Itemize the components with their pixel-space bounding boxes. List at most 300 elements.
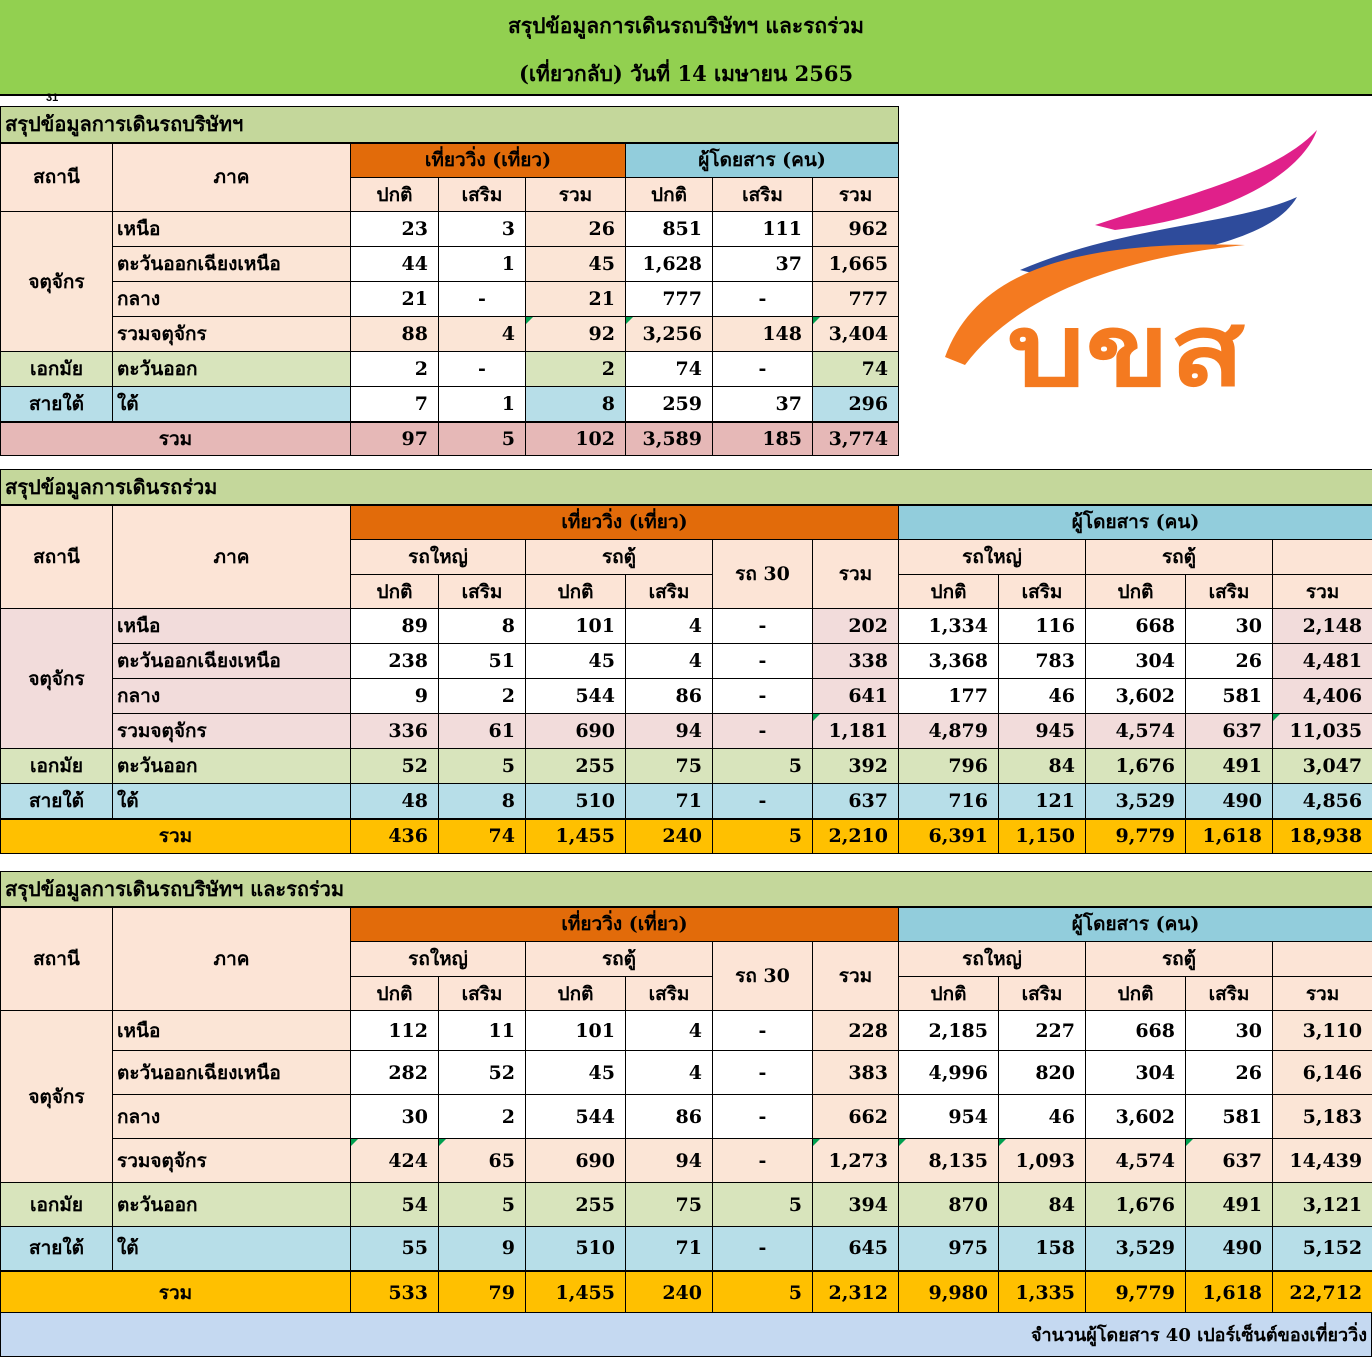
cell: 88 [351, 317, 439, 352]
cell: 5 [713, 1183, 813, 1227]
cell: 3,047 [1273, 749, 1372, 784]
cell: 690 [526, 714, 626, 749]
cell: 2,210 [813, 819, 899, 854]
table2-h: เสริม [626, 575, 713, 609]
station-cell: เอกมัย [1, 1183, 113, 1227]
table2-h: ปกติ [526, 575, 626, 609]
cell: 148 [713, 317, 813, 352]
cell: 2,312 [813, 1271, 899, 1315]
table1-title: สรุปข้อมูลการเดินรถบริษัทฯ [1, 107, 899, 143]
cell: 86 [626, 679, 713, 714]
table1-trips-header: เที่ยววิ่ง (เที่ยว) [351, 143, 626, 178]
table1-h-pax-total: รวม [813, 178, 899, 212]
cell: - [713, 282, 813, 317]
cell: 4 [626, 1011, 713, 1051]
table2-h-pax-blank [1273, 540, 1372, 575]
table3-h: รวม [1273, 977, 1372, 1011]
cell: 94 [626, 1139, 713, 1183]
cell: 121 [999, 784, 1086, 819]
cell: 45 [526, 644, 626, 679]
cell: 4,879 [899, 714, 999, 749]
cell: 490 [1186, 1227, 1273, 1271]
table1-h-trip-normal: ปกติ [351, 178, 439, 212]
cell: 491 [1186, 749, 1273, 784]
cell: 783 [999, 644, 1086, 679]
cell: 202 [813, 609, 899, 644]
cell: 3,602 [1086, 679, 1186, 714]
cell: 1,181 [813, 714, 899, 749]
cell: 75 [626, 1183, 713, 1227]
table-row [1, 317, 899, 352]
cell: 690 [526, 1139, 626, 1183]
table-row [1, 1183, 1372, 1227]
cell: 641 [813, 679, 899, 714]
cell: 637 [1186, 1139, 1273, 1183]
cell: 3,121 [1273, 1183, 1372, 1227]
table-row [1, 714, 1372, 749]
table3-title: สรุปข้อมูลการเดินรถบริษัทฯ และรถร่วม [1, 872, 1372, 907]
cell: 71 [626, 784, 713, 819]
cell: 544 [526, 1095, 626, 1139]
cell: 1,618 [1186, 819, 1273, 854]
table3-h-trip-van: รถตู้ [526, 942, 713, 977]
cell: 84 [999, 749, 1086, 784]
cell: - [439, 282, 526, 317]
cell: 1,618 [1186, 1271, 1273, 1315]
cell: 2 [439, 679, 526, 714]
cell: 1,665 [813, 247, 899, 282]
cell: 84 [999, 1183, 1086, 1227]
table3-total-label: รวม [1, 1271, 351, 1315]
table1-region: ใต้ [113, 387, 351, 422]
table-row [1, 282, 899, 317]
cell: 1,335 [999, 1271, 1086, 1315]
cell: 1 [439, 387, 526, 422]
table2-h: ปกติ [899, 575, 999, 609]
table1-h-pax-extra: เสริม [713, 178, 813, 212]
cell: 1,093 [999, 1139, 1086, 1183]
station-cell: สายใต้ [1, 784, 113, 819]
table1-region: เหนือ [113, 212, 351, 247]
table3-region-header: ภาค [113, 907, 351, 1011]
table-row [1, 609, 1372, 644]
table-row [1, 387, 899, 422]
table-row [1, 352, 899, 387]
table1-station-chatuchak: จตุจักร [1, 212, 113, 352]
table2-region-header: ภาค [113, 505, 351, 609]
combined-operations-table [0, 871, 1372, 1315]
cell: 9,980 [899, 1271, 999, 1315]
table3-h-pax-bigbus: รถใหญ่ [899, 942, 1086, 977]
logo-pink-swoosh [1095, 130, 1317, 230]
cell: 23 [351, 212, 439, 247]
cell: 581 [1186, 679, 1273, 714]
cell: 228 [813, 1011, 899, 1051]
table1-station-header: สถานี [1, 143, 113, 212]
table1-total-label: รวม [1, 422, 351, 456]
table-row [1, 679, 1372, 714]
cell: - [713, 644, 813, 679]
cell: 30 [1186, 609, 1273, 644]
cell: 37 [713, 247, 813, 282]
table2-h-trip-bigbus: รถใหญ่ [351, 540, 526, 575]
table2-h-trip-total: รวม [813, 540, 899, 609]
table2-h: ปกติ [351, 575, 439, 609]
cell: 2,185 [899, 1011, 999, 1051]
cell: 74 [813, 352, 899, 387]
cell: 14,439 [1273, 1139, 1372, 1183]
table3-passengers-header: ผู้โดยสาร (คน) [899, 907, 1372, 942]
cell: 5 [713, 819, 813, 854]
cell: 1,150 [999, 819, 1086, 854]
cell: 8,135 [899, 1139, 999, 1183]
cell: 52 [351, 749, 439, 784]
cell: 3,368 [899, 644, 999, 679]
station-cell: เอกมัย [1, 749, 113, 784]
cell: 4,406 [1273, 679, 1372, 714]
table3-h: เสริม [999, 977, 1086, 1011]
table2-h-trip-van: รถตู้ [526, 540, 713, 575]
cell: - [713, 352, 813, 387]
report-title: สรุปข้อมูลการเดินรถบริษัทฯ และรถร่วม [0, 10, 1372, 43]
cell: 9 [439, 1227, 526, 1271]
stray-number: 31 [46, 92, 58, 104]
cell: 3,774 [813, 422, 899, 456]
table-row [1, 247, 899, 282]
cell: 11,035 [1273, 714, 1372, 749]
cell: 18,938 [1273, 819, 1372, 854]
cell: 4,481 [1273, 644, 1372, 679]
cell: 255 [526, 749, 626, 784]
cell: 392 [813, 749, 899, 784]
cell: 92 [526, 317, 626, 352]
table1-h-trip-extra: เสริม [439, 178, 526, 212]
cell: - [713, 784, 813, 819]
cell: 304 [1086, 1051, 1186, 1095]
table-row [1, 749, 1372, 784]
station-cell: สายใต้ [1, 1227, 113, 1271]
table2-passengers-header: ผู้โดยสาร (คน) [899, 505, 1372, 540]
cell: - [713, 1139, 813, 1183]
cell: - [713, 714, 813, 749]
table2-total-label: รวม [1, 819, 351, 854]
cell: 954 [899, 1095, 999, 1139]
cell: 1,455 [526, 1271, 626, 1315]
cell: 544 [526, 679, 626, 714]
cell: 668 [1086, 609, 1186, 644]
cell: 8 [439, 784, 526, 819]
table3-h-pax-blank [1273, 942, 1372, 977]
cell: 227 [999, 1011, 1086, 1051]
cell: 4 [439, 317, 526, 352]
table-row [1, 1227, 1372, 1271]
cell: 5 [439, 1183, 526, 1227]
cell: 101 [526, 1011, 626, 1051]
cell: - [713, 679, 813, 714]
cell: - [713, 609, 813, 644]
cell: 94 [626, 714, 713, 749]
table-row [1, 212, 899, 247]
table-row [1, 1095, 1372, 1139]
cell: 304 [1086, 644, 1186, 679]
cell: 490 [1186, 784, 1273, 819]
cell: 777 [813, 282, 899, 317]
cell: 1,334 [899, 609, 999, 644]
station-cell: จตุจักร [1, 609, 113, 749]
cell: 5 [713, 749, 813, 784]
table2-body [1, 609, 1372, 854]
table2-h: เสริม [999, 575, 1086, 609]
cell: 46 [999, 679, 1086, 714]
cell: 9,779 [1086, 1271, 1186, 1315]
cell: 111 [713, 212, 813, 247]
cell: 1,628 [626, 247, 713, 282]
cell: 796 [899, 749, 999, 784]
region-cell: ตะวันออก [113, 1183, 351, 1227]
cell: 716 [899, 784, 999, 819]
table2-h: รวม [1273, 575, 1372, 609]
table2-h: เสริม [439, 575, 526, 609]
cell: 436 [351, 819, 439, 854]
cell: 1,676 [1086, 1183, 1186, 1227]
cell: 510 [526, 784, 626, 819]
cell: 101 [526, 609, 626, 644]
cell: 5,152 [1273, 1227, 1372, 1271]
table2-total-row [1, 819, 1372, 854]
cell: 45 [526, 247, 626, 282]
table3-total-row [1, 1271, 1372, 1315]
table2-trips-header: เที่ยววิ่ง (เที่ยว) [351, 505, 899, 540]
cell: 2 [439, 1095, 526, 1139]
cell: 51 [439, 644, 526, 679]
table-row [1, 1051, 1372, 1095]
cell: 61 [439, 714, 526, 749]
table3-h-trip-car30: รถ 30 [713, 942, 813, 1011]
cell: 4 [626, 644, 713, 679]
cell: 3,529 [1086, 784, 1186, 819]
table2-h-pax-bigbus: รถใหญ่ [899, 540, 1086, 575]
cell: 8 [439, 609, 526, 644]
cell: 259 [626, 387, 713, 422]
cell: - [439, 352, 526, 387]
cell: 79 [439, 1271, 526, 1315]
cell: 44 [351, 247, 439, 282]
cell: 52 [439, 1051, 526, 1095]
cell: 3,404 [813, 317, 899, 352]
cell: 3,110 [1273, 1011, 1372, 1051]
cell: 2 [526, 352, 626, 387]
table1-region-header: ภาค [113, 143, 351, 212]
cell: 158 [999, 1227, 1086, 1271]
cell: 74 [626, 352, 713, 387]
cell: 4,996 [899, 1051, 999, 1095]
station-cell: จตุจักร [1, 1011, 113, 1183]
cell: 86 [626, 1095, 713, 1139]
table3-h: ปกติ [1086, 977, 1186, 1011]
cell: 870 [899, 1183, 999, 1227]
cell: 97 [351, 422, 439, 456]
cell: 21 [526, 282, 626, 317]
cell: 637 [1186, 714, 1273, 749]
cell: 1,676 [1086, 749, 1186, 784]
cell: 668 [1086, 1011, 1186, 1051]
cell: 7 [351, 387, 439, 422]
region-cell: ตะวันออกเฉียงเหนือ [113, 1051, 351, 1095]
cell: 30 [351, 1095, 439, 1139]
bks-logo [945, 125, 1325, 395]
region-cell: เหนือ [113, 1011, 351, 1051]
table3-h-trip-bigbus: รถใหญ่ [351, 942, 526, 977]
cell: 4 [626, 1051, 713, 1095]
cell: 637 [813, 784, 899, 819]
cell: 581 [1186, 1095, 1273, 1139]
cell: 26 [526, 212, 626, 247]
cell: 255 [526, 1183, 626, 1227]
table-row [1, 784, 1372, 819]
cell: 22,712 [1273, 1271, 1372, 1315]
table-row [1, 1139, 1372, 1183]
footer-note: จำนวนผู้โดยสาร 40 เปอร์เซ็นต์ของเที่ยววิ่ง [0, 1312, 1372, 1357]
cell: 8 [526, 387, 626, 422]
cell: 6,391 [899, 819, 999, 854]
cell: 3,589 [626, 422, 713, 456]
table3-h: ปกติ [899, 977, 999, 1011]
cell: 4,574 [1086, 1139, 1186, 1183]
region-cell: รวมจตุจักร [113, 714, 351, 749]
cell: 89 [351, 609, 439, 644]
cell: 3,529 [1086, 1227, 1186, 1271]
cell: 55 [351, 1227, 439, 1271]
region-cell: กลาง [113, 679, 351, 714]
cell: 1,455 [526, 819, 626, 854]
table1-h-pax-normal: ปกติ [626, 178, 713, 212]
cell: 5 [439, 422, 526, 456]
cell: 75 [626, 749, 713, 784]
table-row [1, 1011, 1372, 1051]
table3-station-header: สถานี [1, 907, 113, 1011]
cell: 26 [1186, 1051, 1273, 1095]
table3-h: เสริม [626, 977, 713, 1011]
cell: 238 [351, 644, 439, 679]
cell: 2,148 [1273, 609, 1372, 644]
cell: 383 [813, 1051, 899, 1095]
report-subtitle: (เที่ยวกลับ) วันที่ 14 เมษายน 2565 [0, 58, 1372, 91]
cell: 296 [813, 387, 899, 422]
cell: 6,146 [1273, 1051, 1372, 1095]
cell: 533 [351, 1271, 439, 1315]
cell: 662 [813, 1095, 899, 1139]
cell: 424 [351, 1139, 439, 1183]
cell: 240 [626, 1271, 713, 1315]
table2-h-trip-car30: รถ 30 [713, 540, 813, 609]
table1-region: กลาง [113, 282, 351, 317]
table1-station-saitai: สายใต้ [1, 387, 113, 422]
cell: 5,183 [1273, 1095, 1372, 1139]
logo-text: บขส [1007, 292, 1245, 395]
cell: 3,256 [626, 317, 713, 352]
cell: 54 [351, 1183, 439, 1227]
cell: 962 [813, 212, 899, 247]
region-cell: กลาง [113, 1095, 351, 1139]
cell: 2 [351, 352, 439, 387]
cell: 338 [813, 644, 899, 679]
cell: 394 [813, 1183, 899, 1227]
table2-h: ปกติ [1086, 575, 1186, 609]
table2-h: เสริม [1186, 575, 1273, 609]
table1-station-ekkamai: เอกมัย [1, 352, 113, 387]
cell: 9,779 [1086, 819, 1186, 854]
cell: 5 [713, 1271, 813, 1315]
joint-operations-table [0, 469, 1372, 854]
cell: 645 [813, 1227, 899, 1271]
cell: 1 [439, 247, 526, 282]
cell: 510 [526, 1227, 626, 1271]
region-cell: รวมจตุจักร [113, 1139, 351, 1183]
region-cell: ใต้ [113, 1227, 351, 1271]
table1-passengers-header: ผู้โดยสาร (คน) [626, 143, 899, 178]
cell: 46 [999, 1095, 1086, 1139]
table3-h: ปกติ [351, 977, 439, 1011]
region-cell: เหนือ [113, 609, 351, 644]
table3-h: เสริม [439, 977, 526, 1011]
table1-region: ตะวันออกเฉียงเหนือ [113, 247, 351, 282]
cell: 5 [439, 749, 526, 784]
table-row [1, 644, 1372, 679]
cell: 30 [1186, 1011, 1273, 1051]
cell: 71 [626, 1227, 713, 1271]
cell: - [713, 1095, 813, 1139]
cell: 945 [999, 714, 1086, 749]
region-cell: ตะวันออก [113, 749, 351, 784]
cell: 37 [713, 387, 813, 422]
table1-region: รวมจตุจักร [113, 317, 351, 352]
cell: 4,856 [1273, 784, 1372, 819]
cell: 491 [1186, 1183, 1273, 1227]
cell: 177 [899, 679, 999, 714]
cell: 336 [351, 714, 439, 749]
table3-h: ปกติ [526, 977, 626, 1011]
table1-region: ตะวันออก [113, 352, 351, 387]
table1-total-row [1, 422, 899, 456]
cell: 9 [351, 679, 439, 714]
cell: 185 [713, 422, 813, 456]
table3-h-trip-total: รวม [813, 942, 899, 1011]
cell: - [713, 1051, 813, 1095]
cell: 48 [351, 784, 439, 819]
cell: 1,273 [813, 1139, 899, 1183]
report-title-bar [0, 0, 1372, 96]
company-operations-table [0, 106, 899, 456]
cell: 975 [899, 1227, 999, 1271]
cell: 65 [439, 1139, 526, 1183]
table1-h-trip-total: รวม [526, 178, 626, 212]
cell: 74 [439, 819, 526, 854]
cell: 112 [351, 1011, 439, 1051]
cell: 282 [351, 1051, 439, 1095]
cell: 4,574 [1086, 714, 1186, 749]
cell: 3 [439, 212, 526, 247]
region-cell: ตะวันออกเฉียงเหนือ [113, 644, 351, 679]
table3-h: เสริม [1186, 977, 1273, 1011]
table3-h-pax-van: รถตู้ [1086, 942, 1273, 977]
cell: - [713, 1011, 813, 1051]
table2-h-pax-van: รถตู้ [1086, 540, 1273, 575]
cell: - [713, 1227, 813, 1271]
table3-trips-header: เที่ยววิ่ง (เที่ยว) [351, 907, 899, 942]
cell: 45 [526, 1051, 626, 1095]
cell: 4 [626, 609, 713, 644]
cell: 102 [526, 422, 626, 456]
